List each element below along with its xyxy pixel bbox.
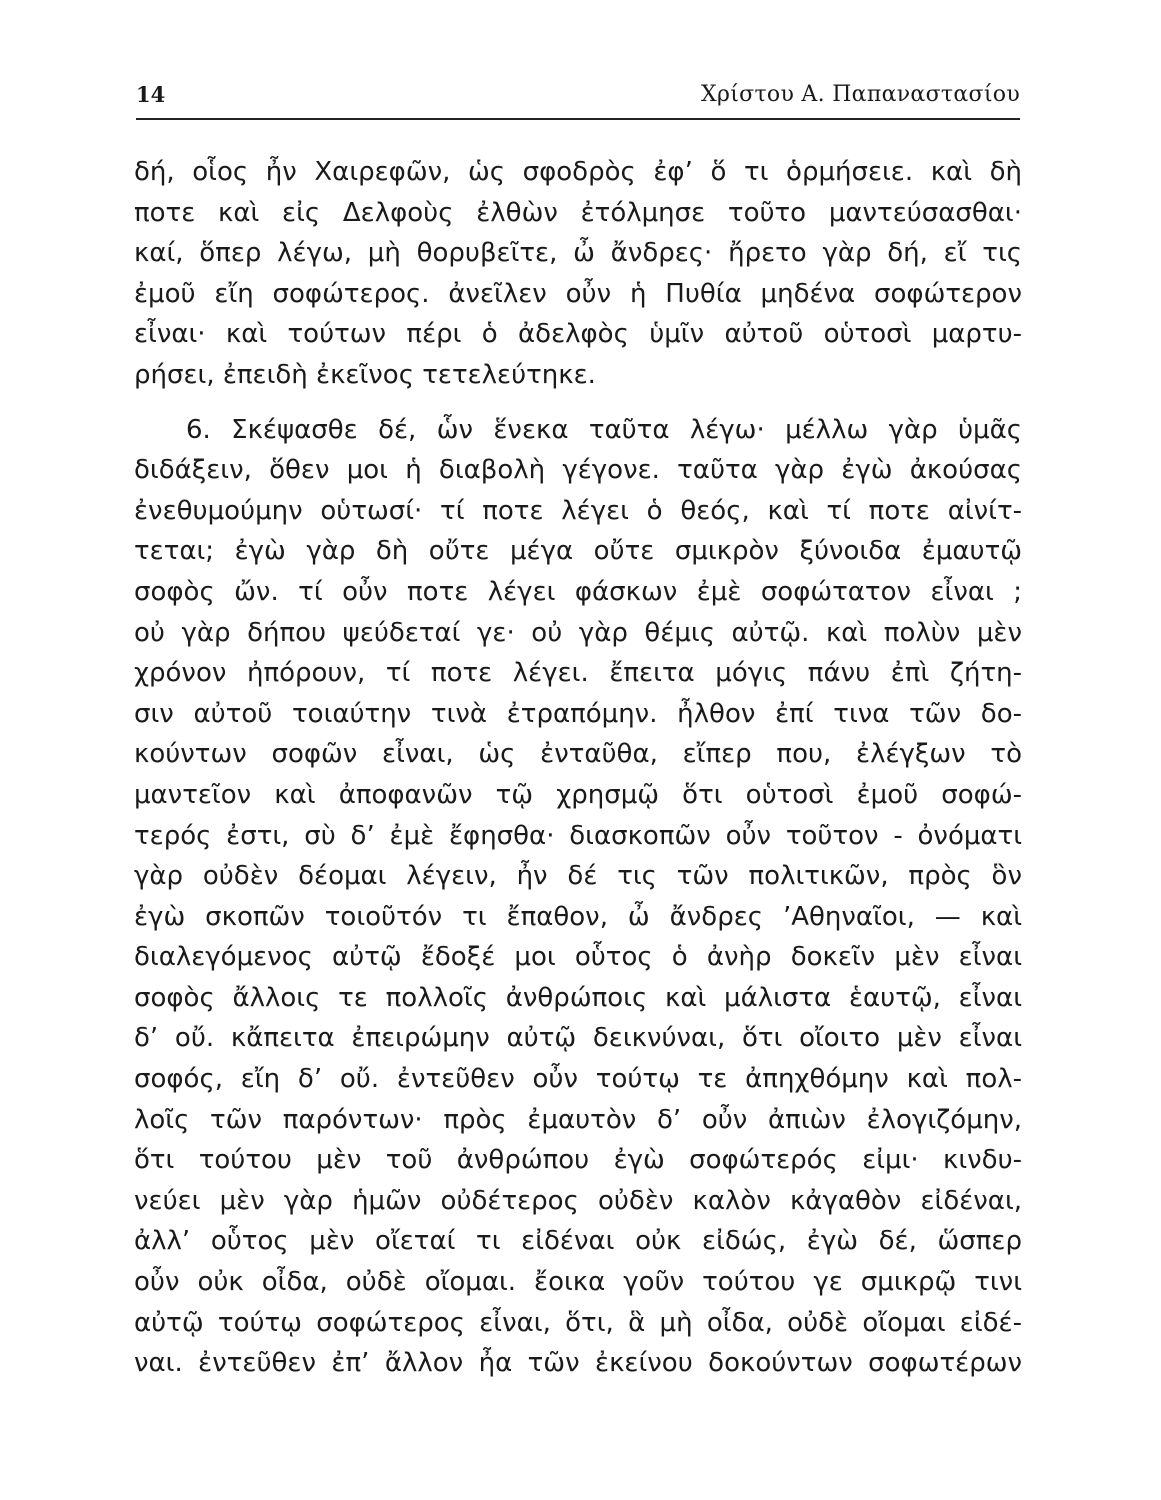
text-line: χρόνον ἠπόρουν, τί ποτε λέγει. ἔπειτα μόγις πάνυ ἐπὶ ζήτη- — [134, 658, 1022, 689]
body-text — [134, 152, 1022, 1384]
text-line: ἐγὼ σκοπῶν τοιοῦτόν τι ἔπαθον, ὦ ἄνδρες ’Αθηναῖοι, — καὶ — [134, 901, 1022, 932]
text-line: κούντων σοφῶν εἶναι, ὡς ἐνταῦθα, εἴπερ που, ἐλέγξων τὸ — [134, 739, 1022, 770]
text-line: δ’ οὔ. κἄπειτα ἐπειρώμην αὐτῷ δεικνύναι, ὅτι οἴοιτο μὲν εἶναι — [134, 1023, 1022, 1054]
text-line: τερός ἐστι, σὺ δ’ ἐμὲ ἔφησθα· διασκοπῶν οὖν τοῦτον - ὀνόματι — [134, 820, 1022, 851]
text-line: οὖν οὐκ οἶδα, οὐδὲ οἴομαι. ἔοικα γοῦν τούτου γε σμικρῷ τινι — [134, 1267, 1022, 1298]
text-line: εἶναι· καὶ τούτων πέρι ὁ ἀδελφὸς ὑμῖν αὐτοῦ οὑτοσὶ μαρτυ- — [134, 319, 1022, 350]
text-line: σοφὸς ὤν. τί οὖν ποτε λέγει φάσκων ἐμὲ σοφώτατον εἶναι ; — [134, 576, 1022, 607]
text-line: ἐμοῦ εἴη σοφώτερος. ἀνεῖλεν οὖν ἡ Πυθία μηδένα σοφώτερον — [134, 278, 1022, 309]
text-line: σοφός, εἴη δ’ οὔ. ἐντεῦθεν οὖν τούτῳ τε ἀπηχθόμην καὶ πολ- — [134, 1064, 1022, 1095]
text-line: ἐνεθυμούμην οὑτωσί· τί ποτε λέγει ὁ θεός, καὶ τί ποτε αἰνίτ- — [134, 495, 1022, 526]
text-line: μαντεῖον καὶ ἀποφανῶν τῷ χρησμῷ ὅτι οὑτοσὶ ἐμοῦ σοφώ- — [134, 779, 1022, 810]
text-line: διδάξειν, ὅθεν μοι ἡ διαβολὴ γέγονε. ταῦτα γὰρ ἐγὼ ἀκούσας — [134, 455, 1022, 486]
page-header — [136, 78, 1020, 120]
text-line: οὐ γὰρ δήπου ψεύδεταί γε· οὐ γὰρ θέμις αὐτῷ. καὶ πολὺν μὲν — [134, 617, 1022, 648]
text-line: ναι. ἐντεῦθεν ἐπ’ ἄλλον ἦα τῶν ἐκείνου δοκούντων σοφωτέρων — [134, 1348, 1022, 1379]
paragraph-2 — [134, 410, 1022, 1384]
text-line: νεύει μὲν γὰρ ἡμῶν οὐδέτερος οὐδὲν καλὸν κἀγαθὸν εἰδέναι, — [134, 1185, 1022, 1216]
text-line: ἀλλ’ οὗτος μὲν οἴεταί τι εἰδέναι οὐκ εἰδώς, ἐγὼ δέ, ὥσπερ — [134, 1226, 1022, 1257]
text-line: διαλεγόμενος αὐτῷ ἔδοξέ μοι οὗτος ὁ ἀνὴρ δοκεῖν μὲν εἶναι — [134, 942, 1022, 973]
text-line: αὐτῷ τούτῳ σοφώτερος εἶναι, ὅτι, ἃ μὴ οἶδα, οὐδὲ οἴομαι εἰδέ- — [134, 1307, 1022, 1338]
paragraph-1 — [134, 152, 1022, 396]
text-line: ποτε καὶ εἰς Δελφοὺς ἐλθὼν ἐτόλμησε τοῦτο μαντεύσασθαι· — [134, 197, 1022, 228]
text-line: ὅτι τούτου μὲν τοῦ ἀνθρώπου ἐγὼ σοφώτερός εἰμι· κινδυ- — [134, 1145, 1022, 1176]
text-line: καί, ὅπερ λέγω, μὴ θορυβεῖτε, ὦ ἄνδρες· ἤρετο γὰρ δή, εἴ τις — [134, 238, 1022, 269]
page-number: 14 — [136, 82, 166, 107]
running-head: Χρίστου Α. Παπαναστασίου — [701, 82, 1020, 107]
text-line: γὰρ οὐδὲν δέομαι λέγειν, ἦν δέ τις τῶν πολιτικῶν, πρὸς ὃν — [134, 861, 1022, 892]
paragraph-spacer — [134, 396, 1022, 410]
text-line: 6. Σκέψασθε δέ, ὧν ἕνεκα ταῦτα λέγω· μέλλω γὰρ ὑμᾶς — [186, 414, 1022, 445]
text-line: δή, οἷος ἦν Χαιρεφῶν, ὡς σφοδρὸς ἐφ’ ὅ τι ὁρμήσειε. καὶ δὴ — [134, 157, 1022, 187]
text-line: λοῖς τῶν παρόντων· πρὸς ἐμαυτὸν δ’ οὖν ἀπιὼν ἐλογιζόμην, — [134, 1104, 1022, 1135]
text-line: ρήσει, ἐπειδὴ ἐκεῖνος τετελεύτηκε. — [134, 359, 596, 390]
text-line: σιν αὐτοῦ τοιαύτην τινὰ ἐτραπόμην. ἦλθον ἐπί τινα τῶν δο- — [134, 698, 1022, 729]
text-line: σοφὸς ἄλλοις τε πολλοῖς ἀνθρώποις καὶ μάλιστα ἑαυτῷ, εἶναι — [134, 982, 1022, 1013]
text-line: τεται; ἐγὼ γὰρ δὴ οὔτε μέγα οὔτε σμικρὸν ξύνοιδα ἐμαυτῷ — [134, 536, 1022, 567]
